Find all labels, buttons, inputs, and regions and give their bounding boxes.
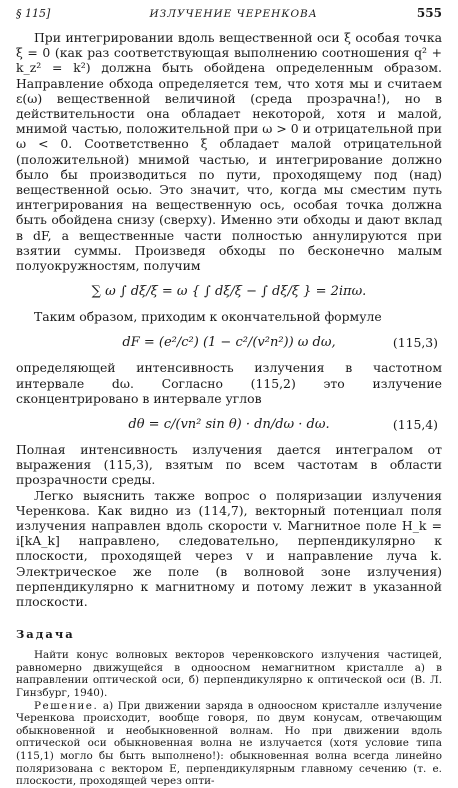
formula-text: dθ = c/(vn² sin θ) · dn/dω · dω. [128, 416, 330, 432]
task-heading: Задача [16, 627, 75, 642]
formula-text: dF = (e²/c²) (1 − c²/(v²n²)) ω dω, [122, 334, 336, 350]
formula-115-4 [16, 406, 442, 442]
running-header [16, 6, 442, 30]
paragraph: определяющей интенсивность излучения в частотном интервале dω. Согласно (115,2) это излучение сконцентрировано в интервале углов [16, 360, 442, 406]
equation-number: (115,3) [392, 334, 438, 350]
formula-contour-sum [16, 273, 442, 309]
equation-number: (115,4) [392, 416, 438, 432]
formula-text: ∑ ω ∫ dξ/ξ = ω { ∫ dξ/ξ − ∫ dξ/ξ } = 2iπω. [91, 283, 367, 299]
task-solution [16, 700, 442, 788]
section-number: § 115] [16, 7, 51, 20]
formula-115-3 [16, 324, 442, 360]
task-block [16, 649, 442, 788]
solution-label: Решение. [34, 699, 99, 712]
page-number: 555 [416, 6, 442, 20]
paragraph: Легко выяснить также вопрос о поляризации излучения Черенкова. Как видно из (114,7), векторный потенциал поля излучения направлен вдоль скорости v. Магнитное поле H_k = i[kA_k] направлено, следовательно, перпендикулярно к плоскости, проходящей через v и направление луча k. Электрическое же поле (в волновой зоне излучения) перпендикулярно к магнитному и потому лежит в указанной плоскости. [16, 487, 442, 610]
paragraph: Полная интенсивность излучения дается интегралом от выражения (115,3), взятым по всем частотам в области прозрачности среды. [16, 442, 442, 488]
task-problem: Найти конус волновых векторов черенковского излучения частицей, равномерно движущейся в одноосном немагнитном кристалле а) в направлении оптической оси, б) перпендикулярно к оптической оси (В. Л. Гинзбург, 1940). [16, 649, 442, 700]
solution-text: а) При движении заряда в одноосном кристалле излучение Черенкова происходит, вообще говоря, по двум конусам, отвечающим обыкновенной и необыкновенной волнам. Но при движении вдоль оптической оси обыкновенная волна не излучается (хотя условие типа (115,1) могло бы быть выполнено!): обыкновенная волна всегда линейно поляризована с вектором E, перпендикулярным главному сечению (т. е. плоскости, проходящей через опти- [16, 699, 442, 788]
running-title: ИЗЛУЧЕНИЕ ЧЕРЕНКОВА [149, 8, 318, 20]
paragraph: Таким образом, приходим к окончательной формуле [34, 309, 382, 325]
main-text [16, 30, 442, 609]
paragraph: При интегрировании вдоль вещественной оси ξ особая точка ξ = 0 (как раз соответствующая выполнению соотношения q² + k_z² = k²) должна быть обойдена определенным образом. Направление обхода определяется тем, что хотя мы и считаем ε(ω) вещественной величиной (среда прозрачна!), но в действительности она обладает некоторой, хотя и малой, мнимой частью, положительной при ω > 0 и отрицательной при ω < 0. Соответственно ξ обладает малой отрицательной (положительной) мнимой частью, и интегрирование должно было бы производиться по пути, проходящему под (над) вещественной осью. Это значит, что, когда мы сместим путь интегрирования на вещественную ось, особая точка должна быть обойдена снизу (сверху). Именно эти обходы и дают вклад в dF, а вещественные части полностью аннулируются при взятии суммы. Произведя обходы по бесконечно малым полуокружностям, получим [16, 30, 442, 274]
